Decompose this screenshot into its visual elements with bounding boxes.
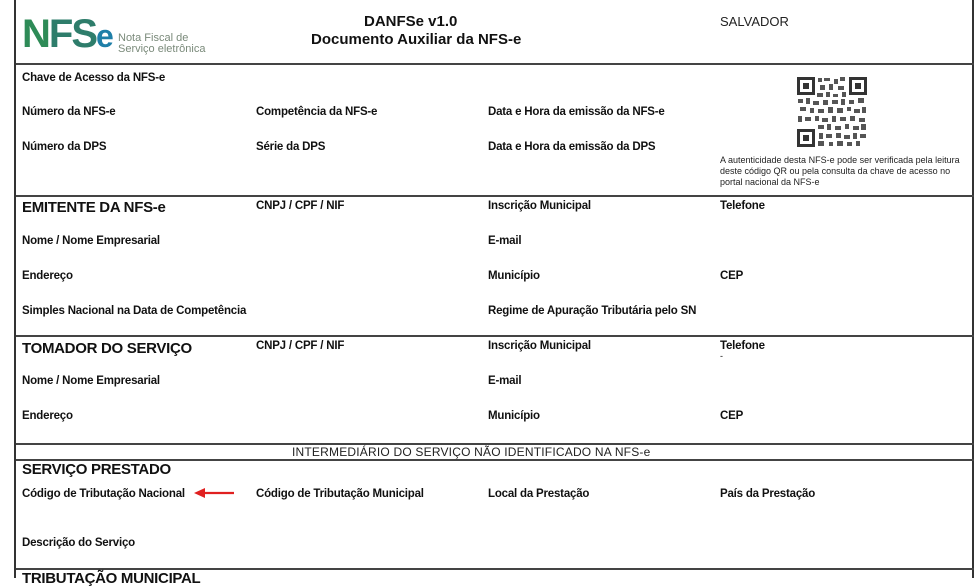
emitente-telefone-label: Telefone xyxy=(720,200,765,212)
tributacao-section-title: TRIBUTAÇÃO MUNICIPAL xyxy=(22,570,201,587)
emitente-cnpj-label: CNPJ / CPF / NIF xyxy=(256,200,345,212)
authenticity-note: A autenticidade desta NFS-e pode ser verificada pela leitura deste código QR ou pela consulta da chave de acesso no portal nacional da NFS-e xyxy=(720,155,960,187)
serie-dps-label: Série da DPS xyxy=(256,141,326,153)
red-arrow-icon xyxy=(194,486,236,498)
emitente-section-title: EMITENTE DA NFS-e xyxy=(22,199,166,216)
emitente-nome-label: Nome / Nome Empresarial xyxy=(22,235,160,247)
tomador-cnpj-label: CNPJ / CPF / NIF xyxy=(256,340,345,352)
tomador-cep-label: CEP xyxy=(720,410,744,422)
divider xyxy=(16,63,974,65)
tomador-endereco-label: Endereço xyxy=(22,410,73,422)
emitente-email-label: E-mail xyxy=(488,235,522,247)
pais-prestacao-label: País da Prestação xyxy=(720,488,816,500)
data-emissao-dps-label: Data e Hora da emissão da DPS xyxy=(488,141,656,153)
red-arrow-graphic xyxy=(194,487,236,499)
logo-letter-n: N xyxy=(22,12,49,56)
numero-dps-label: Número da DPS xyxy=(22,141,107,153)
emitente-regime-label: Regime de Apuração Tributária pelo SN xyxy=(488,305,697,317)
logo-letters-fs: FS xyxy=(48,12,97,56)
emitente-cep-label: CEP xyxy=(720,270,744,282)
emitente-endereco-label: Endereço xyxy=(22,270,73,282)
logo-letter-e: e xyxy=(96,18,112,54)
city-name: SALVADOR xyxy=(720,14,789,29)
qr-code-graphic xyxy=(796,76,868,148)
tomador-email-label: E-mail xyxy=(488,375,522,387)
codigo-tributacao-municipal-label: Código de Tributação Municipal xyxy=(256,488,424,500)
document-title: DANFSe v1.0 xyxy=(364,13,458,30)
competencia-nfse-label: Competência da NFS-e xyxy=(256,106,378,118)
logo-subtitle-line1: Nota Fiscal de xyxy=(118,32,189,44)
qr-code-icon xyxy=(796,76,868,148)
tomador-telefone-value: - xyxy=(720,351,723,361)
tomador-inscricao-label: Inscrição Municipal xyxy=(488,340,591,352)
emitente-inscricao-label: Inscrição Municipal xyxy=(488,200,591,212)
emitente-municipio-label: Município xyxy=(488,270,540,282)
local-prestacao-label: Local da Prestação xyxy=(488,488,590,500)
numero-nfse-label: Número da NFS-e xyxy=(22,106,116,118)
logo-subtitle xyxy=(118,33,205,55)
document-subtitle: Documento Auxiliar da NFS-e xyxy=(311,31,522,48)
emitente-simples-label: Simples Nacional na Data de Competência xyxy=(22,305,247,317)
tomador-section-title: TOMADOR DO SERVIÇO xyxy=(22,340,192,357)
descricao-servico-label: Descrição do Serviço xyxy=(22,537,135,549)
data-emissao-nfse-label: Data e Hora da emissão da NFS-e xyxy=(488,106,665,118)
servico-section-title: SERVIÇO PRESTADO xyxy=(22,461,171,478)
nfse-logo xyxy=(22,12,112,58)
divider xyxy=(16,195,974,197)
logo-subtitle-line2: Serviço eletrônica xyxy=(118,43,206,55)
divider xyxy=(16,335,974,337)
codigo-tributacao-nacional-label: Código de Tributação Nacional xyxy=(22,488,185,500)
chave-acesso-label: Chave de Acesso da NFS-e xyxy=(22,72,166,84)
tomador-municipio-label: Município xyxy=(488,410,540,422)
tomador-telefone-label: Telefone xyxy=(720,340,765,352)
intermediario-notice: INTERMEDIÁRIO DO SERVIÇO NÃO IDENTIFICADO NA NFS-e xyxy=(292,445,651,459)
tomador-nome-label: Nome / Nome Empresarial xyxy=(22,375,160,387)
